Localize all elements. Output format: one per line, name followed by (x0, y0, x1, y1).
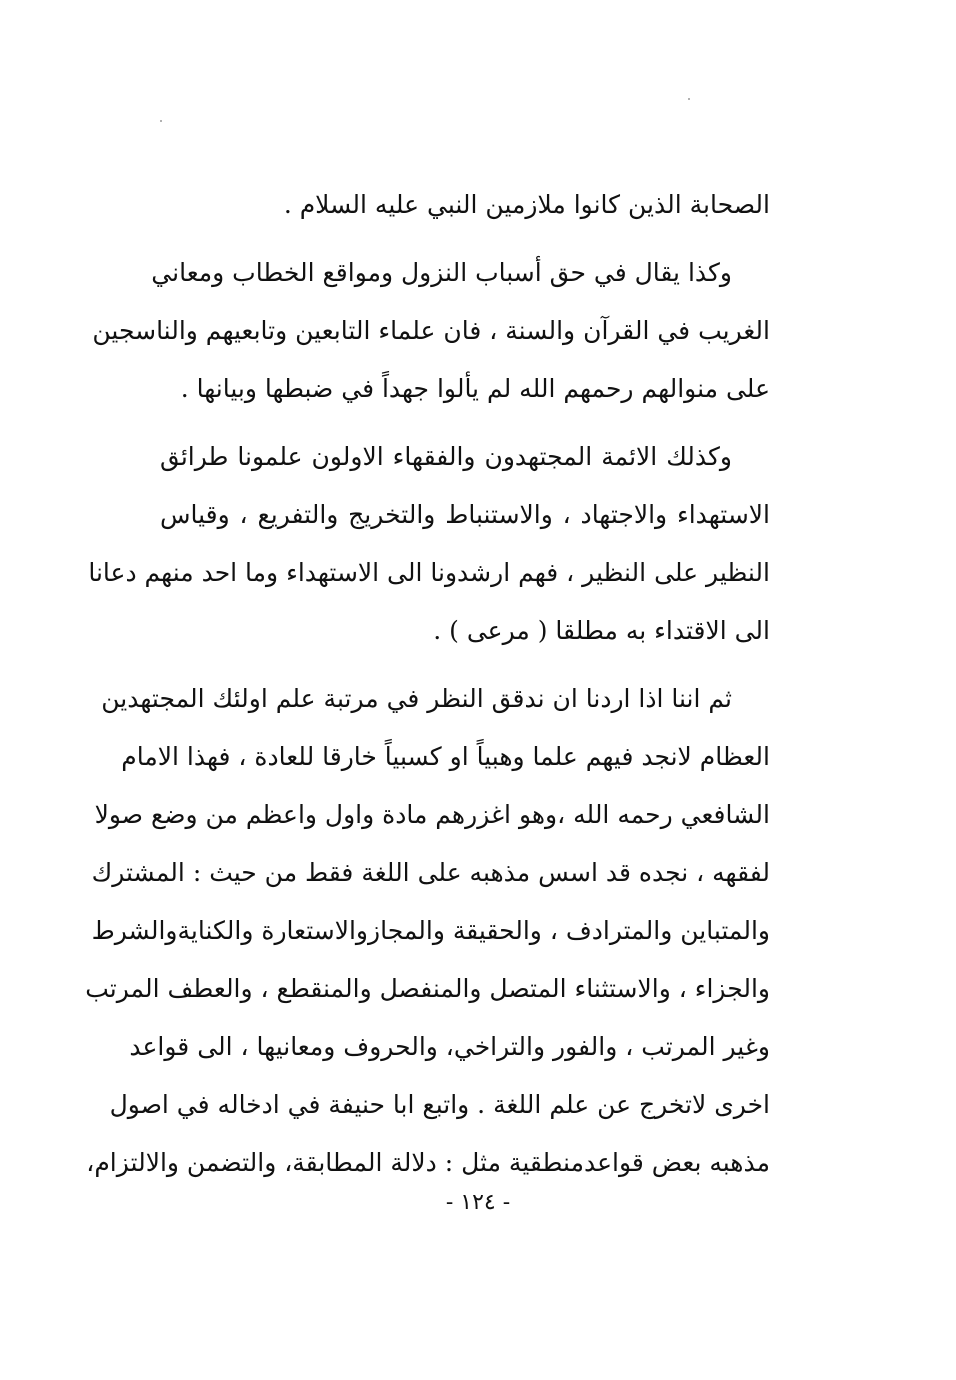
text-line: وكذا يقال في حق أسباب النزول ومواقع الخطاب ومعاني (151, 258, 732, 287)
text-line: الى الاقتداء به مطلقا ( مرعى ) . (433, 616, 770, 645)
text-line: ثم اننا اذا اردنا ان ندقق النظر في مرتبة علم اولئك المجتهدين (101, 684, 732, 713)
text-line: الغريب في القرآن والسنة ، فان علماء التابعين وتابعيهم والناسجين (92, 316, 770, 345)
paragraph-2 (92, 244, 770, 418)
text-line: وكذلك الائمة المجتهدون والفقهاء الاولون علمونا طرائق (160, 442, 732, 471)
paragraph-gap (160, 660, 770, 670)
text-line: الاستهداء والاجتهاد ، والاستنباط والتخريج والتفريع ، وقياس (160, 500, 770, 529)
text-line: على منوالهم رحمهم الله لم يألوا جهداً في ضبطها وبيانها . (180, 374, 770, 403)
paragraph-gap (160, 234, 770, 244)
paragraph-1 (160, 176, 770, 234)
paper-speck (160, 120, 162, 122)
text-line: اخرى لاتخرج عن علم اللغة . واتبع ابا حنيفة في ادخاله في اصول (109, 1090, 770, 1119)
text-line: والمتباين والمترادف ، والحقيقة والمجازوالاستعارة والكنايةوالشرط (91, 916, 770, 945)
paper-speck (688, 98, 690, 100)
body-text (85, 176, 770, 1192)
paragraph-gap (160, 418, 770, 428)
page-number: - ١٢٤ - (445, 1190, 511, 1215)
text-line: مذهبه بعض قواعدمنطقية مثل : دلالة المطابقة، والتضمن والالتزام، (86, 1148, 770, 1177)
text-line: الشافعي رحمه الله ،وهو اغزرهم مادة واول واعظم من وضع صولا (94, 800, 770, 829)
text-line: الصحابة الذين كانوا ملازمين النبي عليه السلام . (283, 190, 770, 219)
text-line: والجزاء ، والاستثناء المتصل والمنفصل والمنقطع ، والعطف المرتب (85, 974, 770, 1003)
text-line: لفقهه ، نجده قد اسس مذهبه على اللغة فقط من حيث : المشترك (91, 858, 770, 887)
text-line: وغير المرتب ، والفور والتراخي، والحروف ومعانيها ، الى قواعد (129, 1032, 770, 1061)
paragraph-3 (88, 428, 770, 660)
text-line: النظير على النظير ، فهم ارشدونا الى الاستهداء وما احد منهم دعانا (88, 558, 770, 587)
text-line: العظام لانجد فيهم علما وهبياً او كسبياً خارقا للعادة ، فهذا الامام (121, 742, 770, 771)
paragraph-4 (85, 670, 770, 1192)
